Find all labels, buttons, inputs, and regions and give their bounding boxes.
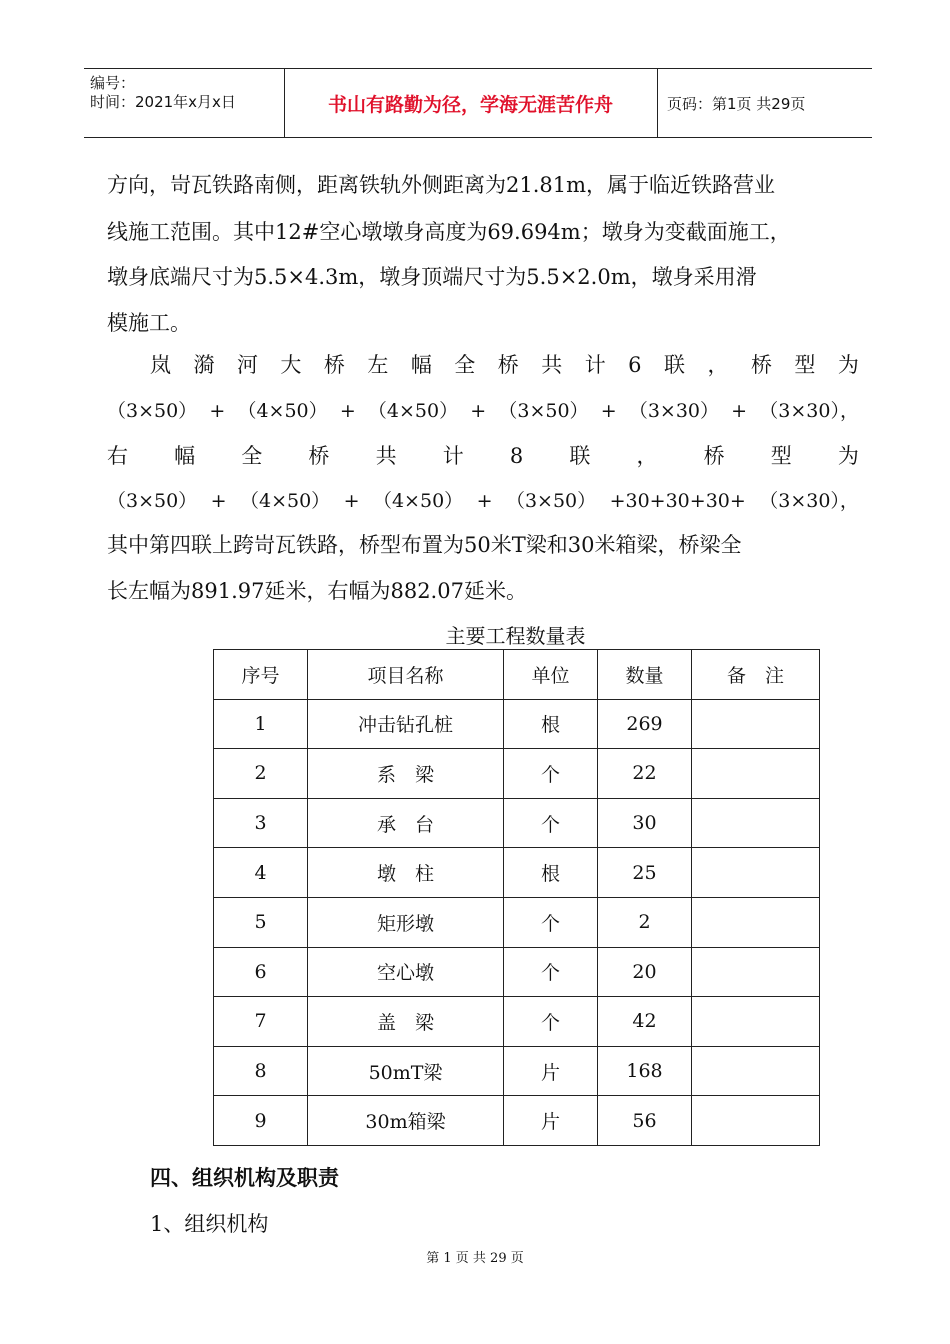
table-cell: 30 bbox=[598, 798, 692, 848]
text-token: （3×30）， bbox=[759, 400, 859, 422]
table-cell: 22 bbox=[598, 749, 692, 799]
table-cell: 56 bbox=[598, 1096, 692, 1146]
table-cell: 片 bbox=[504, 1046, 598, 1096]
table-cell: 6 bbox=[214, 947, 308, 997]
text-token: 右 bbox=[107, 444, 128, 468]
text-token: + bbox=[476, 490, 493, 512]
table-cell: 5 bbox=[214, 897, 308, 947]
paragraph2-line-6: 长左幅为891.97延米，右幅为882.07延米。 bbox=[107, 579, 527, 603]
table-row bbox=[214, 798, 820, 848]
text-token: （4×50） bbox=[367, 400, 459, 422]
table-header-cell: 备 注 bbox=[692, 650, 820, 700]
text-token: 8 bbox=[509, 444, 524, 468]
text-token: 型 bbox=[794, 353, 816, 377]
table-cell bbox=[692, 848, 820, 898]
table-cell bbox=[692, 947, 820, 997]
text-token: 6 bbox=[628, 353, 642, 377]
table-cell bbox=[692, 699, 820, 749]
subsection-title: 1、组织机构 bbox=[150, 1212, 269, 1236]
text-token: 桥 bbox=[750, 353, 772, 377]
text-token: 桥 bbox=[703, 444, 725, 468]
text-token: +30+30+30+ bbox=[609, 490, 746, 512]
table-cell: 个 bbox=[504, 798, 598, 848]
text-token: （3×30） bbox=[628, 400, 719, 422]
table-cell: 3 bbox=[214, 798, 308, 848]
header-meta-cell bbox=[84, 69, 285, 137]
header-page-label: 页码：第1页 共29页 bbox=[667, 94, 806, 113]
text-token: + bbox=[210, 490, 227, 512]
table-cell: 30m箱梁 bbox=[308, 1096, 504, 1146]
paragraph2-line-4 bbox=[107, 488, 859, 514]
header-number-label: 编号： bbox=[90, 74, 136, 92]
table-cell: 矩形墩 bbox=[308, 897, 504, 947]
table-cell: 25 bbox=[598, 848, 692, 898]
table-cell: 9 bbox=[214, 1096, 308, 1146]
table-cell bbox=[692, 798, 820, 848]
text-token: 计 bbox=[442, 444, 464, 468]
table-row bbox=[214, 947, 820, 997]
text-token: 为 bbox=[837, 444, 859, 468]
text-token: （3×50） bbox=[505, 490, 597, 512]
text-token: + bbox=[731, 400, 748, 422]
text-token: 型 bbox=[770, 444, 792, 468]
table-cell bbox=[692, 1046, 820, 1096]
text-token: 幅 bbox=[410, 353, 432, 377]
table-cell: 空心墩 bbox=[308, 947, 504, 997]
text-token: 为 bbox=[837, 353, 859, 377]
text-token: + bbox=[470, 400, 487, 422]
table-header-cell: 数量 bbox=[598, 650, 692, 700]
table-header-cell: 序号 bbox=[214, 650, 308, 700]
table-cell: 个 bbox=[504, 997, 598, 1047]
table-cell bbox=[692, 897, 820, 947]
text-token: 全 bbox=[241, 444, 263, 468]
header-motto: 书山有路勤为径，学海无涯苦作舟 bbox=[284, 69, 658, 137]
text-token: 联 bbox=[664, 353, 685, 377]
text-token: + bbox=[209, 400, 226, 422]
table-header-row bbox=[214, 650, 820, 700]
paragraph2-line-5: 其中第四联上跨岢瓦铁路，桥型布置为50米T梁和30米箱梁，桥梁全 bbox=[107, 533, 742, 557]
table-row bbox=[214, 997, 820, 1047]
text-token: 河 bbox=[236, 353, 258, 377]
table-row bbox=[214, 848, 820, 898]
text-token: 计 bbox=[584, 353, 606, 377]
table-cell: 7 bbox=[214, 997, 308, 1047]
table-cell: 盖 梁 bbox=[308, 997, 504, 1047]
table-cell: 承 台 bbox=[308, 798, 504, 848]
paragraph2-line-1 bbox=[150, 352, 859, 378]
table-cell: 片 bbox=[504, 1096, 598, 1146]
text-token: 漪 bbox=[193, 353, 215, 377]
table-cell: 个 bbox=[504, 897, 598, 947]
table-cell: 个 bbox=[504, 947, 598, 997]
text-token: 联 bbox=[569, 444, 591, 468]
document-header bbox=[84, 68, 872, 138]
table-cell bbox=[692, 1096, 820, 1146]
page-footer: 第 1 页 共 29 页 bbox=[426, 1251, 524, 1266]
table-caption: 主要工程数量表 bbox=[445, 624, 586, 648]
table-cell bbox=[692, 749, 820, 799]
table-cell: 4 bbox=[214, 848, 308, 898]
text-token: + bbox=[339, 400, 356, 422]
text-token: 幅 bbox=[174, 444, 196, 468]
table-cell: 2 bbox=[598, 897, 692, 947]
paragraph2-line-3 bbox=[107, 443, 859, 469]
text-token: + bbox=[343, 490, 360, 512]
table-cell: 42 bbox=[598, 997, 692, 1047]
text-token: 全 bbox=[454, 353, 476, 377]
table-cell: 168 bbox=[598, 1046, 692, 1096]
text-token: 桥 bbox=[323, 353, 345, 377]
paragraph1-line: 方向，岢瓦铁路南侧，距离铁轨外侧距离为21.81m，属于临近铁路营业 bbox=[107, 173, 776, 197]
table-header-cell: 单位 bbox=[504, 650, 598, 700]
table-cell: 8 bbox=[214, 1046, 308, 1096]
table-header-cell: 项目名称 bbox=[308, 650, 504, 700]
quantity-table bbox=[213, 649, 820, 1146]
paragraph1-line: 线施工范围。其中12#空心墩墩身高度为69.694m；墩身为变截面施工， bbox=[107, 220, 791, 244]
table-cell: 个 bbox=[504, 749, 598, 799]
table-cell: 系 梁 bbox=[308, 749, 504, 799]
text-token: （3×50） bbox=[107, 400, 198, 422]
table-cell: 根 bbox=[504, 848, 598, 898]
text-token: 桥 bbox=[308, 444, 330, 468]
paragraph1-line: 墩身底端尺寸为5.5×4.3m，墩身顶端尺寸为5.5×2.0m，墩身采用滑 bbox=[107, 265, 757, 289]
table-row bbox=[214, 749, 820, 799]
table-cell: 2 bbox=[214, 749, 308, 799]
text-token: （3×50） bbox=[498, 400, 589, 422]
section-title: 四、组织机构及职责 bbox=[150, 1166, 339, 1190]
text-token: + bbox=[600, 400, 617, 422]
table-row bbox=[214, 699, 820, 749]
table-cell: 269 bbox=[598, 699, 692, 749]
table-row bbox=[214, 1046, 820, 1096]
text-token: （3×30）， bbox=[759, 490, 859, 512]
text-token: 岚 bbox=[150, 353, 171, 377]
table-cell: 墩 柱 bbox=[308, 848, 504, 898]
text-token: 大 bbox=[280, 353, 302, 377]
table-cell: 20 bbox=[598, 947, 692, 997]
text-token: （4×50） bbox=[237, 400, 328, 422]
table-cell bbox=[692, 997, 820, 1047]
text-token: （4×50） bbox=[239, 490, 331, 512]
paragraph1-line: 模施工。 bbox=[107, 311, 191, 335]
paragraph2-line-2 bbox=[107, 398, 859, 424]
header-time-label: 时间：2021年x月x日 bbox=[90, 93, 236, 111]
text-token: 桥 bbox=[497, 353, 519, 377]
text-token: 共 bbox=[375, 444, 397, 468]
text-token: （3×50） bbox=[107, 490, 198, 512]
text-token: 共 bbox=[541, 353, 563, 377]
table-cell: 根 bbox=[504, 699, 598, 749]
text-token: 左 bbox=[367, 353, 389, 377]
table-cell: 1 bbox=[214, 699, 308, 749]
text-token: （4×50） bbox=[372, 490, 464, 512]
text-token: ， bbox=[636, 444, 658, 468]
table-row bbox=[214, 1096, 820, 1146]
text-token: ， bbox=[707, 353, 729, 377]
table-row bbox=[214, 897, 820, 947]
table-cell: 50mT梁 bbox=[308, 1046, 504, 1096]
table-cell: 冲击钻孔桩 bbox=[308, 699, 504, 749]
